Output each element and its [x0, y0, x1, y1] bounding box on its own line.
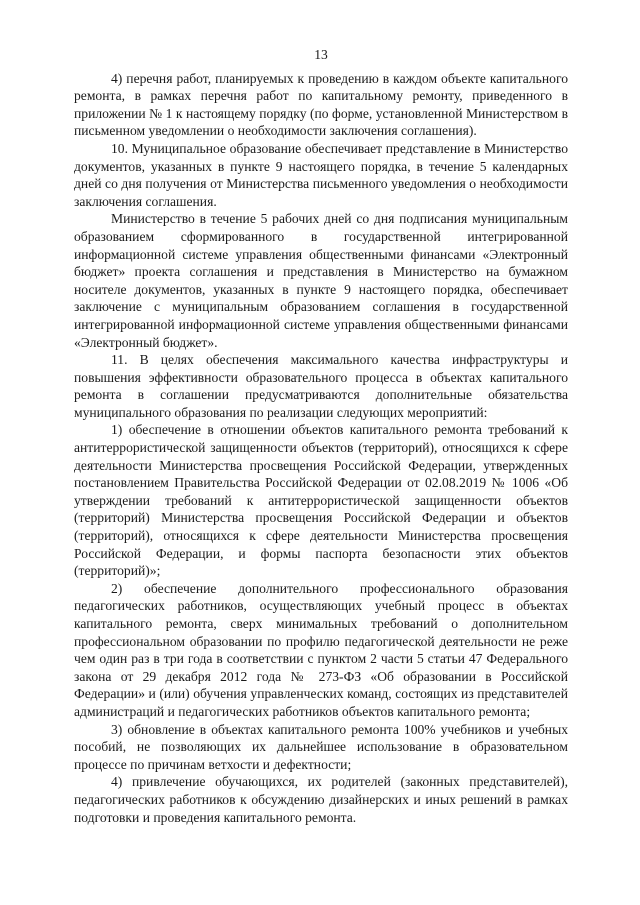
paragraph-item-4-list: 4) перечня работ, планируемых к проведению в каждом объекте капитального ремонта, в рамках перечня работ по капитальному ремонту, приведенного в приложении № 1 к настоящему порядку (по форме, установленной Министерством в письменном уведомлении о необходимости заключения соглашения). [74, 70, 568, 139]
paragraph-10: 10. Муниципальное образование обеспечивает представление в Министерство документов, указанных в пункте 9 настоящего порядка, в течение 5 календарных дней со дня получения от Министерства письменного уведомления о необходимости заключения соглашения. [74, 140, 568, 209]
page-number: 13 [314, 47, 328, 62]
paragraph-11-item-1: 1) обеспечение в отношении объектов капитального ремонта требований к антитеррористической защищенности объектов (территорий), относящихся к сфере деятельности Министерства просвещения Российской Федерации, утвержденных постановлением Правительства Российской Федерации от 02.08.2019 № 1006 «Об утверждении требований к антитеррористической защищенности объектов (территорий) Министерства просвещения Российской Федерации и объектов (территорий), относящихся к сфере деятельности Министерства просвещения Российской Федерации, и формы паспорта безопасности этих объектов (территорий)»; [74, 422, 568, 579]
paragraph-11-item-3: 3) обновление в объектах капитального ремонта 100% учебников и учебных пособий, не позволяющих их дальнейшее использование в образовательном процессе по причинам ветхости и дефектности; [74, 721, 568, 772]
paragraph-11: 11. В целях обеспечения максимального качества инфраструктуры и повышения эффективности образовательного процесса в объектах капитального ремонта в соглашении предусматриваются дополнительные обязательства муниципального образования по реализации следующих мероприятий: [74, 352, 568, 420]
paragraph-10-continued: Министерство в течение 5 рабочих дней со дня подписания муниципальным образованием сформированного в государственной интегрированной информационной системе управления общественными финансами «Электронный бюджет» проекта соглашения и представления в Министерство на бумажном носителе документов, указанных в пункте 9 настоящего порядка, обеспечивает заключение с муниципальным образованием соглашения в государственной интегрированной информационной системе управления общественными финансами «Электронный бюджет». [74, 211, 568, 350]
paragraph-11-item-4: 4) привлечение обучающихся, их родителей (законных представителей), педагогических работников к обсуждению дизайнерских и иных решений в рамках подготовки и проведения капитального ремонта. [74, 774, 568, 825]
paragraph-11-item-2: 2) обеспечение дополнительного профессионального образования педагогических работников, осуществляющих учебный процесс в объектах капитального ремонта, сверх минимальных требований о дополнительном профессиональном образовании по профилю педагогической деятельности не реже чем один раз в три года в соответствии с пунктом 2 части 5 статьи 47 Федерального закона от 29 декабря 2012 года № 273-ФЗ «Об образовании в Российской Федерации» и (или) обучения управленческих команд, состоящих из представителей администраций и педагогических работников объектов капитального ремонта; [74, 580, 568, 719]
